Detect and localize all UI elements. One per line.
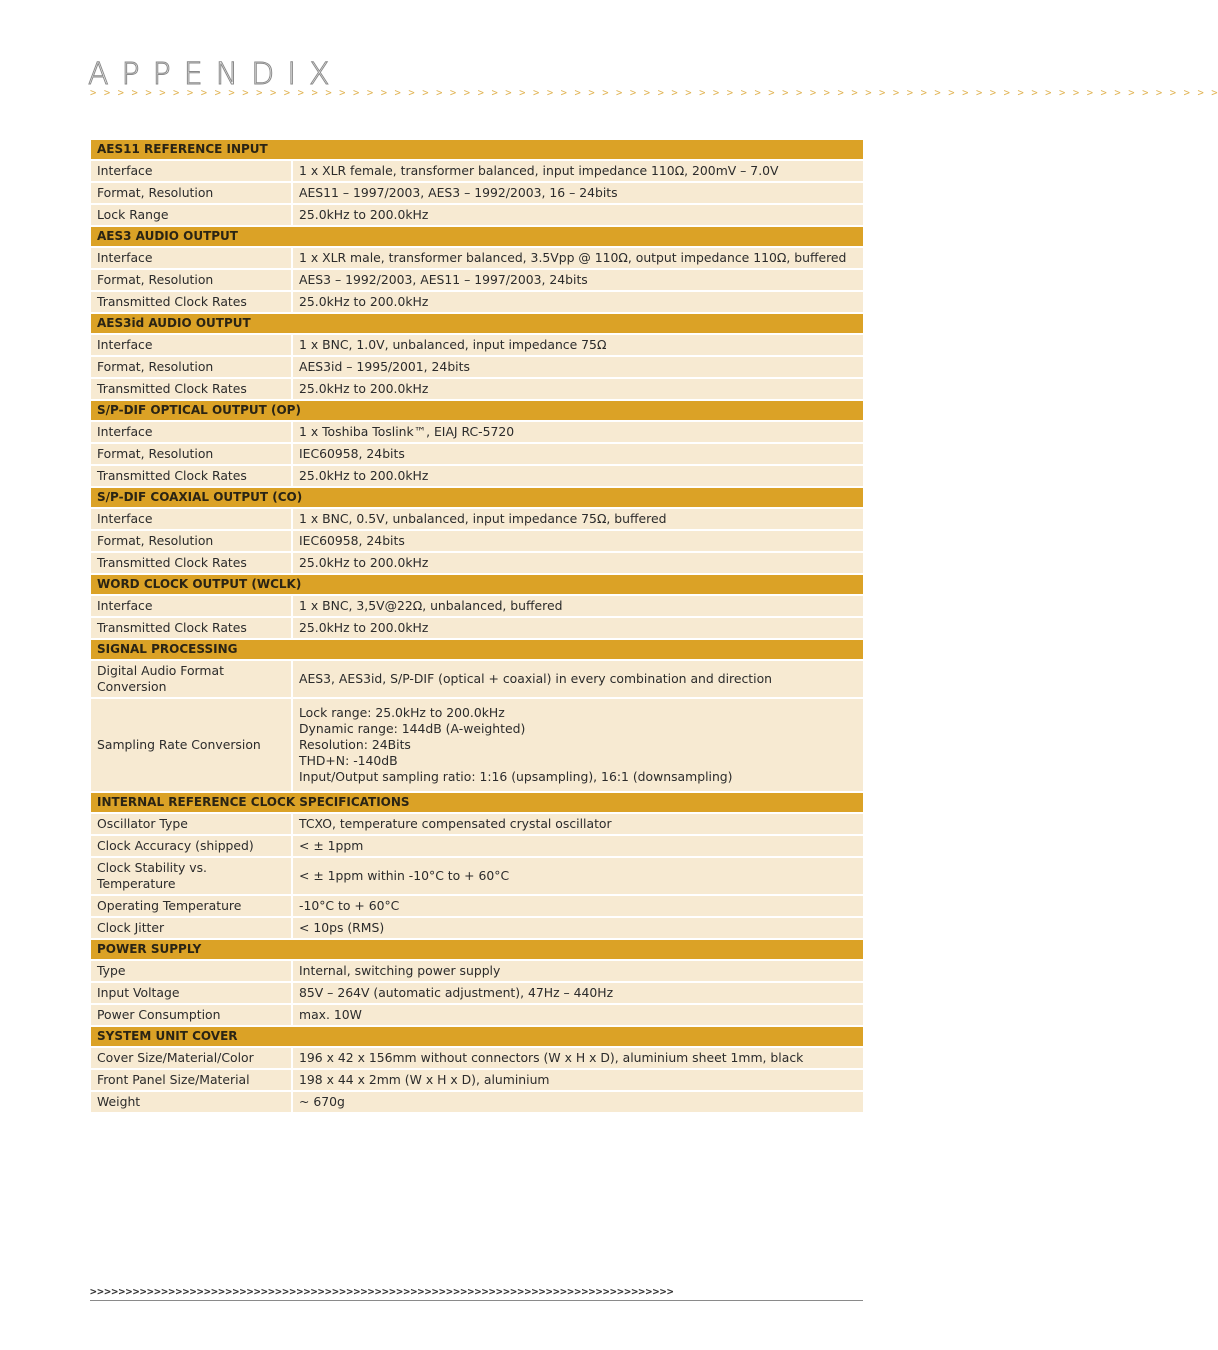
spec-label: Format, Resolution [91,270,291,290]
section-header [91,488,863,507]
spec-row [91,814,863,834]
spec-value: 25.0kHz to 200.0kHz [291,379,863,399]
spec-label: Weight [91,1092,291,1112]
spec-row [91,618,863,638]
spec-label: Clock Accuracy (shipped) [91,836,291,856]
spec-value: AES3, AES3id, S/P-DIF (optical + coaxial) in every combination and direction [291,661,863,697]
spec-value: 25.0kHz to 200.0kHz [291,553,863,573]
spec-label: Clock Jitter [91,918,291,938]
spec-label: Type [91,961,291,981]
spec-row [91,379,863,399]
section-title: SYSTEM UNIT COVER [91,1027,863,1046]
spec-row [91,699,863,791]
spec-row [91,509,863,529]
spec-row [91,1070,863,1090]
spec-label: Transmitted Clock Rates [91,466,291,486]
spec-row [91,357,863,377]
section-title: S/P-DIF OPTICAL OUTPUT (OP) [91,401,863,420]
spec-row [91,205,863,225]
spec-row [91,1048,863,1068]
spec-value: Internal, switching power supply [291,961,863,981]
spec-label: Interface [91,596,291,616]
spec-label: Format, Resolution [91,444,291,464]
spec-label: Front Panel Size/Material [91,1070,291,1090]
spec-value: 1 x XLR female, transformer balanced, input impedance 110Ω, 200mV – 7.0V [291,161,863,181]
spec-label: Clock Stability vs. Temperature [91,858,291,894]
section-header [91,793,863,812]
spec-row [91,918,863,938]
spec-value: ~ 670g [291,1092,863,1112]
spec-label: Cover Size/Material/Color [91,1048,291,1068]
spec-label: Format, Resolution [91,357,291,377]
spec-row [91,422,863,442]
spec-value: 1 x BNC, 1.0V, unbalanced, input impedance 75Ω [291,335,863,355]
spec-label: Oscillator Type [91,814,291,834]
section-header [91,140,863,159]
spec-value: < ± 1ppm [291,836,863,856]
section-title: POWER SUPPLY [91,940,863,959]
spec-value: 1 x Toshiba Toslink™, EIAJ RC-5720 [291,422,863,442]
spec-row [91,466,863,486]
spec-row [91,896,863,916]
spec-label: Transmitted Clock Rates [91,379,291,399]
spec-row [91,444,863,464]
spec-value: < ± 1ppm within -10°C to + 60°C [291,858,863,894]
section-header [91,575,863,594]
spec-label: Digital Audio Format Conversion [91,661,291,697]
spec-value: 1 x BNC, 3,5V@22Ω, unbalanced, buffered [291,596,863,616]
spec-row [91,661,863,697]
spec-value: 25.0kHz to 200.0kHz [291,292,863,312]
footer-rule [90,1300,863,1301]
spec-value: 25.0kHz to 200.0kHz [291,618,863,638]
spec-value: IEC60958, 24bits [291,531,863,551]
spec-value: AES11 – 1997/2003, AES3 – 1992/2003, 16 – 24bits [291,183,863,203]
spec-row [91,161,863,181]
spec-row [91,292,863,312]
spec-row [91,858,863,894]
section-header [91,640,863,659]
section-title: AES3id AUDIO OUTPUT [91,314,863,333]
spec-label: Transmitted Clock Rates [91,618,291,638]
spec-label: Power Consumption [91,1005,291,1025]
spec-value: max. 10W [291,1005,863,1025]
section-title: AES3 AUDIO OUTPUT [91,227,863,246]
section-title: AES11 REFERENCE INPUT [91,140,863,159]
spec-row [91,1005,863,1025]
section-header [91,227,863,246]
spec-row [91,596,863,616]
spec-row [91,335,863,355]
spec-label: Interface [91,422,291,442]
spec-value: 25.0kHz to 200.0kHz [291,466,863,486]
spec-value: 1 x XLR male, transformer balanced, 3.5Vpp @ 110Ω, output impedance 110Ω, buffered [291,248,863,268]
spec-value: 198 x 44 x 2mm (W x H x D), aluminium [291,1070,863,1090]
spec-label: Interface [91,248,291,268]
spec-row [91,983,863,1003]
footer-arrow-divider: >>>>>>>>>>>>>>>>>>>>>>>>>>>>>>>>>>>>>>>>>>>>>>>>>>>>>>>>>>>>>>>>>>>>>>>>>>>>>>>>>> [90,1285,675,1298]
spec-value: AES3 – 1992/2003, AES11 – 1997/2003, 24bits [291,270,863,290]
spec-label: Interface [91,509,291,529]
section-header [91,314,863,333]
section-title: SIGNAL PROCESSING [91,640,863,659]
spec-row [91,183,863,203]
spec-value: < 10ps (RMS) [291,918,863,938]
spec-value: 196 x 42 x 156mm without connectors (W x H x D), aluminium sheet 1mm, black [291,1048,863,1068]
section-title: S/P-DIF COAXIAL OUTPUT (CO) [91,488,863,507]
section-header [91,940,863,959]
spec-label: Format, Resolution [91,531,291,551]
spec-label: Lock Range [91,205,291,225]
section-title: WORD CLOCK OUTPUT (WCLK) [91,575,863,594]
section-title: INTERNAL REFERENCE CLOCK SPECIFICATIONS [91,793,863,812]
spec-value: 85V – 264V (automatic adjustment), 47Hz – 440Hz [291,983,863,1003]
section-header [91,1027,863,1046]
spec-value: AES3id – 1995/2001, 24bits [291,357,863,377]
spec-value: -10°C to + 60°C [291,896,863,916]
spec-label: Interface [91,335,291,355]
spec-label: Input Voltage [91,983,291,1003]
spec-label: Format, Resolution [91,183,291,203]
spec-value: IEC60958, 24bits [291,444,863,464]
section-header [91,401,863,420]
spec-label: Transmitted Clock Rates [91,553,291,573]
specifications-table [91,138,863,1114]
spec-label: Transmitted Clock Rates [91,292,291,312]
spec-value: TCXO, temperature compensated crystal oscillator [291,814,863,834]
spec-row [91,270,863,290]
spec-label: Sampling Rate Conversion [91,699,291,791]
spec-label: Interface [91,161,291,181]
spec-row [91,531,863,551]
spec-value: 1 x BNC, 0.5V, unbalanced, input impedance 75Ω, buffered [291,509,863,529]
spec-row [91,248,863,268]
title-arrow-divider: > > > > > > > > > > > > > > > > > > > > > > > > > > > > > > > > > > > > > > > > > > > > > > > > > > > > > > > > > > > > > > > > > > > > > > > > > > > > > > > > > > [90,87,1218,99]
spec-row [91,553,863,573]
page-title: APPENDIX [88,57,343,92]
spec-row [91,836,863,856]
spec-value: 25.0kHz to 200.0kHz [291,205,863,225]
spec-label: Operating Temperature [91,896,291,916]
spec-row [91,961,863,981]
spec-row [91,1092,863,1112]
spec-value: Lock range: 25.0kHz to 200.0kHz Dynamic range: 144dB (A-weighted) Resolution: 24Bits THD+N: -140dB Input/Output sampling ratio: 1:16 (upsampling), 16:1 (downsampling) [291,699,863,791]
